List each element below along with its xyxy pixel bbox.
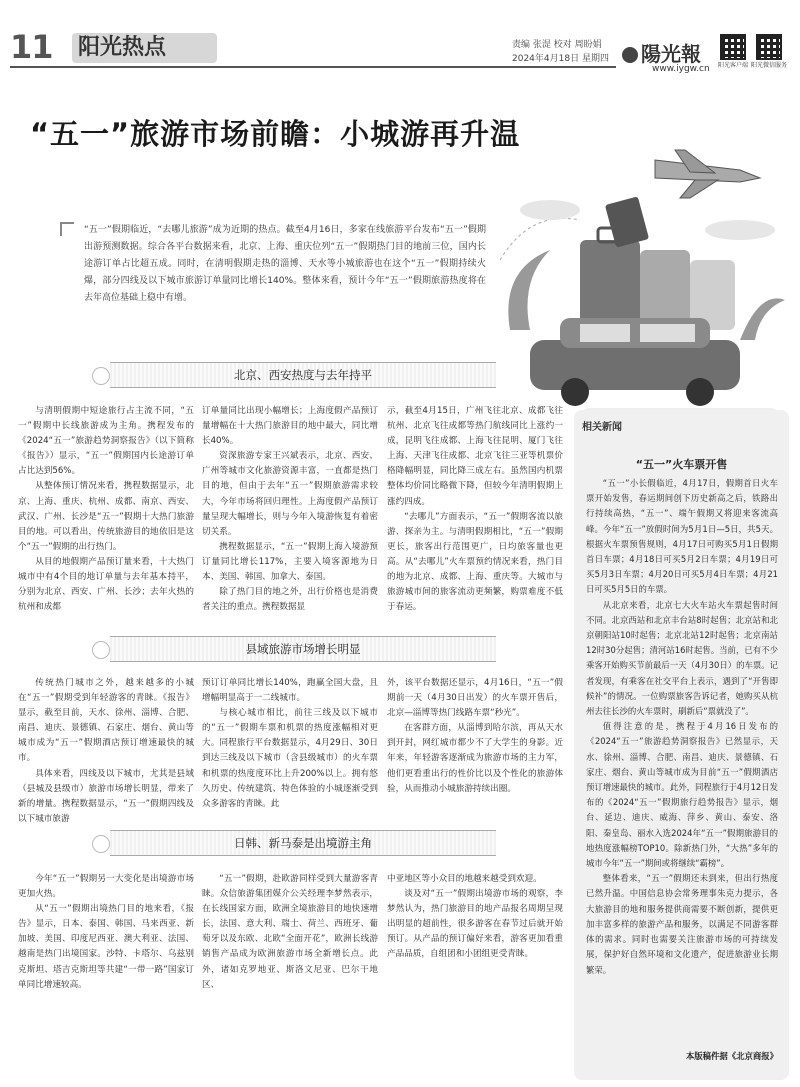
qr-code-icon [720,34,746,60]
section-2-column-1: 传统热门城市之外，越来越多的小城在“五一”假期受到年轻游客的青睐。《报告》显示，截至目前，天水、徐州、淄博、合肥、南昌、迪庆、景德镇、石家庄、烟台、黄山等城市成为“五一”假期酒店预订增速最快的城市。 具体来看，四线及以下城市，尤其是县域（县城及县级市）旅游市场增长明显，带来了新的增量。携程数据显示，“五一”假期四线及以下城市旅游 [18,678,194,824]
quote-mark [60,222,74,236]
section-2-column-2: 预订订单同比增长140%，跑赢全国大盘，且增幅明显高于一二线城市。 与核心城市相比，前往三线及以下城市的“五一”假期车票和机票的热度涨幅相对更大。同程旅行平台数据显示，4月29日、30日到达三线及以下城市（含县级城市）的火车票和机票的热度度环比上升200%以上。拥有悠久历史、传统建筑、特色体验的小城逐渐受到众多游客的青睐。此 [202,678,378,809]
newspaper-logo: 陽光報 [622,38,701,67]
qr-caption: 阳光客户端 [717,62,748,69]
section-3-column-2: “五一”假期，赴欧游同样受到大量游客青睐。众信旅游集团媒介公关经理李梦然表示，在长线国家方面，欧洲全境旅游目的地快速增长，法国、意大利、瑞士、荷兰、西班牙、葡萄牙以及东欧、北欧“全面开花”，欧洲长线游销售产品成为欧洲旅游市场全新增长点。此外，诸如克罗地亚、斯洛文尼亚、巴尔干地区、 [202,874,378,990]
qr-block-2 [750,34,789,69]
section-1-column-2: 订单量同比出现小幅增长；上海度假产品预订量增幅在十大热门旅游目的地中最大，同比增长40%。 资深旅游专家王兴斌表示，北京、西安、广州等城市文化旅游资源丰富，一直都是热门目的地，但由于去年“五一”假期旅游需求较大，今年市场将回归理性。上海度假产品预订量呈现大幅增长，则与今年入境游恢复有着密切关系。 携程数据显示，“五一”假期上海入境游预订量同比增长117%，主要入境客源地为日本、美国、韩国、加拿大、泰国。 除了热门目的地之外，出行价格也是消费者关注的重点。携程数据显 [202,406,378,613]
section-title: 阳光热点 [72,33,217,63]
section-3-column-1: 今年“五一”假期另一大变化是出境游市场更加火热。 从“五一”假期出境热门目的地来看，《报告》显示，日本、泰国、韩国、马来西亚、新加坡、美国、印度尼西亚、澳大利亚、法国、越南是热门出境国家。沙特、卡塔尔、乌兹别克斯坦、塔吉克斯坦等共建“一带一路”国家订单同比增速较高。 [18,874,194,990]
section-2-column-3: 外，该平台数据还显示，4月16日，“五一”假期前一天（4月30日出发）的火车票开售后，北京—淄博等热门线路车票“秒光”。 在客群方面，从淄博到哈尔滨，再从天水到开封，网红城市都少不了大学生的身影。近年来，年轻游客逐渐成为旅游市场的主力军，他们更看重出行的性价比以及个性化的旅游体验，从而推动小城旅游持续出圈。 [387,678,563,794]
section-3-column-3: 中亚地区等小众目的地越来越受到欢迎。 谈及对“五一”假期出境游市场的观察，李梦然认为，热门旅游目的地产品报名周期呈现出明显的超前性，很多游客在春节过后就开始预订。从产品的预订偏好来看，游客更加看重产品品质，自组团和小团组更受青睐。 [387,874,563,960]
suitcase-icon [580,228,735,330]
section-1-column-3: 示，截至4月15日，广州飞往北京、成都飞往杭州、北京飞往成都等热门航线同比上涨约一成，昆明飞往成都、上海飞往昆明、厦门飞往上海、天津飞往成都、北京飞往三亚等机票价格降幅明显，同比降三成左右。虽然国内机票整体均价同比略微下降，但较今年清明假期上涨约四成。 “去哪儿”方面表示，“五一”假期客流以旅游、探亲为主。与清明假期相比，“五一”假期更长，旅客出行范围更广，日均旅客量也更高。从“去哪儿”火车票预约情况来看，热门目的地为北京、成都、上海、重庆等。大城市与旅游城市间的旅客流动更频繁，购票难度不低于春运。 [387,406,563,613]
related-news-title: “五一”火车票开售 [635,458,728,471]
qr-code-icon [756,34,782,60]
passport-icon [605,196,649,247]
issue-date: 2024年4月18日 星期四 [512,54,609,64]
site-url: www.iygw.cn [652,64,710,74]
car-icon [530,318,740,406]
section-header-2: 县域旅游市场增长明显 [110,636,496,662]
article-source: 本版稿件据《北京商报》 [685,1051,778,1061]
qr-caption: 阳光微信服务 [750,62,787,69]
related-news-body: “五一”小长假临近，4月17日，假期首日火车票开始发售，春运期间创下历史新高之后，铁路出行持续高热，“五一”、端午假期又将迎来客流高峰。今年“五一”放假时间为5月1日—5日，共5天。根据火车票预售规则，4月17日可购买5月1日假期首日车票；4月18日可买5月2日车票；4月19日可买5月3日车票；4月20日可买5月4日车票；4月21日可买5月5日的车票。 从北京来看，北京七大火车站火车票起售时间不同。北京西站和北京丰台站8时起售；北京站和北京朝阳站10时起售；北京北站12时起售；北京南站12时30分起售；清河站16时起售。当前，已有不少乘客开始购买节前最后一天（4月30日）的车票。记者发现，有乘客在社交平台上表示，遇到了“开售即候补”的情况。一位购票旅客告诉记者，她购买从杭州去往长沙的火车票时，刷新后“票就没了”。 值得注意的是，携程于4月16日发布的《2024“五一”旅游趋势洞察报告》已然显示，天水、徐州、淄博、合肥、南昌、迪庆、景德镇、石家庄、烟台、黄山等城市成为目前“五一”假期酒店预订增速最快的城市。此外，同程旅行于4月12日发布的《2024“五一”假期旅行趋势报告》显示，烟台、延边、迪庆、威海、萍乡、黄山、泰安、洛阳、秦皇岛、丽水入选2024年“五一”假期旅游目的地热度涨幅榜TOP10。除新热门外，“大热”多年的城市今年“五一”期间或将继续“霸榜”。 整体看来，“五一”假期还未到来，但出行热度已然升温。中国信息协会常务理事朱克力提示，各大旅游目的地和服务提供商需要不断创新，提供更加丰富多样的旅游产品和服务，以满足不同游客群体的需求。同时也需要关注旅游市场的可持续发展，保护好自然环境和文化遗产，促进旅游业长期繁荣。 [586,478,778,975]
headline: “五一”旅游市场前瞻：小城游再升温 [30,117,521,151]
section-header-3: 日韩、新马泰是出境游主角 [110,830,496,856]
section-header-1: 北京、西安热度与去年持平 [110,362,496,388]
travel-illustration [490,140,790,430]
page-number: 11 [10,28,53,66]
related-news-label: 相关新闻 [582,422,622,433]
airplane-icon [655,150,760,198]
section-1-column-1: 与清明假期中短途旅行占主流不同，“五一”假期中长线旅游成为主角。携程发布的《2024“五一”旅游趋势洞察报告》（以下简称《报告》）显示，“五一”假期国内长途游订单占比达到56%。 从整体预订情况来看，携程数据显示，北京、上海、重庆、杭州、成都、南京、西安、武汉、广州、长沙是“五一”假期十大热门旅游目的地。可以看出，传统旅游目的地依旧是这个“五一”假期的出行热门。 从目的地假期产品预订量来看，十大热门城市中有4个目的地订单量与去年基本持平，分别为北京、西安、广州、长沙；去年火热的杭州和成都 [18,406,194,613]
header-meta [512,38,612,66]
logo-icon [622,47,638,63]
lead-paragraph: “五一”假期临近，“去哪儿旅游”成为近期的热点。截至4月16日，多家在线旅游平台发布“五一”假期出游预测数据。综合各平台数据来看，北京、上海、重庆位列“五一”假期热门目的地前三位，国内长途游订单占比超五成。同时，在清明假期走热的淄博、天水等小城旅游也在这个“五一”假期持续火爆，部分四线及以下城市旅游订单量同比增长140%。整体来看，预计今年“五一”假期旅游热度将在去年高位基础上稳中有增。 [84,225,486,303]
header-divider [10,66,616,68]
editors: 责编 张湜 校对 周盼娟 [512,40,602,50]
